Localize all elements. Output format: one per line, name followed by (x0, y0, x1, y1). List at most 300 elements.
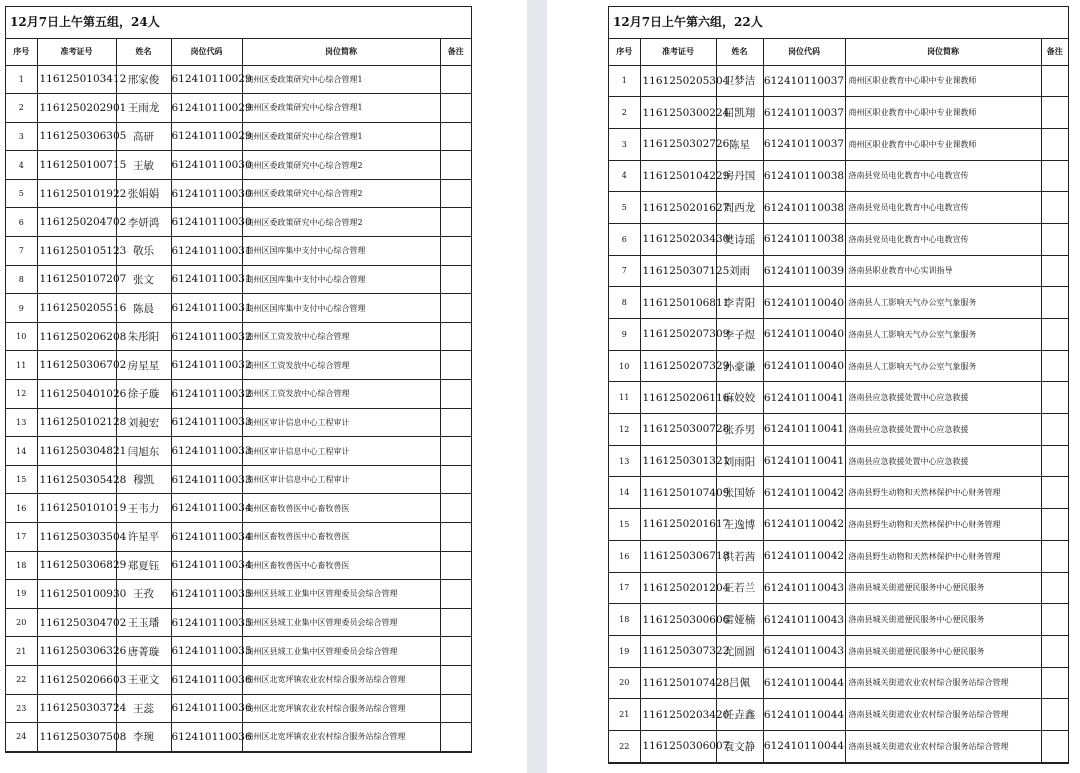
cell-position-code: 612410110043 (763, 604, 845, 636)
cell-exam-id: 1161250302726 (640, 128, 716, 160)
cell-exam-id: 1161250401026 (37, 380, 116, 409)
header-position-title: 岗位简称 (242, 39, 440, 65)
cell-seq: 14 (6, 437, 37, 466)
cell-remarks (440, 437, 471, 466)
cell-position-title: 商州区县域工业集中区管理委员会综合管理 (242, 608, 440, 637)
cell-seq: 21 (6, 637, 37, 666)
roster-table (609, 39, 1068, 763)
cell-remarks (1041, 65, 1068, 97)
cell-position-code: 612410110041 (763, 414, 845, 446)
cell-remarks (440, 723, 471, 752)
cell-exam-id: 1161250306305 (37, 122, 116, 151)
cell-name: 王孜 (116, 580, 171, 609)
table-row (609, 604, 1068, 636)
cell-position-title: 商州区委政策研究中心综合管理1 (242, 122, 440, 151)
cell-position-title: 商州区县域工业集中区管理委员会综合管理 (242, 580, 440, 609)
table-row (6, 265, 471, 294)
table-row (6, 294, 471, 323)
cell-name: 屈凯翔 (716, 97, 763, 129)
table-header-row (609, 39, 1068, 65)
cell-position-code: 612410110035 (171, 637, 242, 666)
cell-remarks (440, 208, 471, 237)
cell-seq: 18 (609, 604, 640, 636)
header-position-code: 岗位代码 (171, 39, 242, 65)
cell-remarks (1041, 730, 1068, 762)
cell-name: 王若兰 (716, 572, 763, 604)
cell-exam-id: 1161250206116 (640, 382, 716, 414)
cell-position-title: 商州区县域工业集中区管理委员会综合管理 (242, 637, 440, 666)
cell-exam-id: 1161250303724 (37, 694, 116, 723)
cell-exam-id: 1161250207329 (640, 350, 716, 382)
document-page-right (547, 0, 1080, 773)
cell-name: 闫旭东 (116, 437, 171, 466)
cell-exam-id: 1161250306007 (640, 730, 716, 762)
cell-remarks (1041, 255, 1068, 287)
cell-name: 王玉璠 (116, 608, 171, 637)
cell-position-code: 612410110036 (171, 694, 242, 723)
table-row (6, 637, 471, 666)
cell-seq: 13 (6, 408, 37, 437)
cell-name: 徐子璇 (116, 380, 171, 409)
cell-position-code: 612410110030 (171, 151, 242, 180)
table-row (6, 151, 471, 180)
cell-name: 孙豪谦 (716, 350, 763, 382)
cell-name: 房星星 (116, 351, 171, 380)
cell-exam-id: 1161250201627 (640, 192, 716, 224)
cell-exam-id: 1161250104229 (640, 160, 716, 192)
cell-seq: 19 (6, 580, 37, 609)
cell-remarks (440, 694, 471, 723)
cell-position-code: 612410110040 (763, 319, 845, 351)
cell-position-title: 洛南县城关街道农业农村综合服务站综合管理 (845, 730, 1041, 762)
cell-position-title: 洛南县野生动物和天然林保护中心财务管理 (845, 477, 1041, 509)
cell-position-title: 洛南县人工影响天气办公室气象服务 (845, 350, 1041, 382)
table-row (609, 540, 1068, 572)
table-row (6, 179, 471, 208)
cell-position-code: 612410110041 (763, 382, 845, 414)
table-row (609, 509, 1068, 541)
cell-name: 张文 (116, 265, 171, 294)
cell-position-title: 洛南县应急救援处置中心应急救援 (845, 414, 1041, 446)
cell-remarks (440, 122, 471, 151)
group-title: 12月7日上午第六组，22人 (609, 7, 1068, 39)
cell-position-code: 612410110031 (171, 265, 242, 294)
cell-exam-id: 1161250307322 (640, 635, 716, 667)
cell-exam-id: 1161250201617 (640, 509, 716, 541)
cell-position-title: 商州区国库集中支付中心综合管理 (242, 265, 440, 294)
cell-position-code: 612410110029 (171, 94, 242, 123)
cell-name: 雷娅楠 (716, 604, 763, 636)
cell-position-title: 商州区委政策研究中心综合管理1 (242, 65, 440, 94)
cell-remarks (1041, 287, 1068, 319)
cell-position-code: 612410110031 (171, 294, 242, 323)
cell-position-code: 612410110033 (171, 465, 242, 494)
cell-remarks (440, 322, 471, 351)
cell-exam-id: 1161250101922 (37, 179, 116, 208)
cell-seq: 6 (6, 208, 37, 237)
cell-seq: 12 (609, 414, 640, 446)
cell-seq: 7 (6, 237, 37, 266)
cell-exam-id: 1161250205516 (37, 294, 116, 323)
table-row (6, 580, 471, 609)
roster-table (6, 39, 471, 752)
cell-name: 张乔男 (716, 414, 763, 446)
cell-position-title: 商州区工资发放中心综合管理 (242, 351, 440, 380)
cell-position-code: 612410110037 (763, 97, 845, 129)
table-row (609, 97, 1068, 129)
cell-name: 王亚文 (116, 665, 171, 694)
cell-seq: 20 (6, 608, 37, 637)
cell-position-code: 612410110036 (171, 665, 242, 694)
cell-name: 吕佩 (716, 667, 763, 699)
cell-position-title: 商州区职业教育中心职中专业课教师 (845, 128, 1041, 160)
cell-remarks (1041, 223, 1068, 255)
page-gutter (527, 0, 547, 773)
cell-seq: 17 (609, 572, 640, 604)
table-row (609, 65, 1068, 97)
table-header-row (6, 39, 471, 65)
cell-exam-id: 1161250300606 (640, 604, 716, 636)
header-exam-id: 准考证号 (37, 39, 116, 65)
cell-remarks (440, 551, 471, 580)
table-row (6, 94, 471, 123)
cell-position-code: 612410110037 (763, 128, 845, 160)
cell-remarks (1041, 192, 1068, 224)
table-row (609, 445, 1068, 477)
table-row (609, 635, 1068, 667)
cell-position-title: 商州区北宽坪镇农业农村综合服务站综合管理 (242, 723, 440, 752)
cell-name: 李青阳 (716, 287, 763, 319)
table-row (609, 667, 1068, 699)
cell-remarks (1041, 128, 1068, 160)
cell-seq: 13 (609, 445, 640, 477)
cell-seq: 4 (609, 160, 640, 192)
cell-position-code: 612410110035 (171, 608, 242, 637)
cell-seq: 22 (609, 730, 640, 762)
cell-remarks (1041, 509, 1068, 541)
cell-position-title: 洛南县城关街道便民服务中心便民服务 (845, 604, 1041, 636)
table-row (6, 494, 471, 523)
cell-position-title: 商州区审计信息中心工程审计 (242, 408, 440, 437)
cell-seq: 23 (6, 694, 37, 723)
cell-name: 朱彤阳 (116, 322, 171, 351)
cell-name: 陈星 (716, 128, 763, 160)
cell-position-title: 商州区职业教育中心职中专业课教师 (845, 65, 1041, 97)
cell-position-code: 612410110040 (763, 350, 845, 382)
cell-position-title: 商州区委政策研究中心综合管理1 (242, 94, 440, 123)
cell-remarks (440, 294, 471, 323)
cell-position-code: 612410110042 (763, 509, 845, 541)
cell-remarks (440, 65, 471, 94)
cell-position-code: 612410110031 (171, 237, 242, 266)
cell-remarks (440, 580, 471, 609)
cell-position-code: 612410110044 (763, 699, 845, 731)
cell-name: 张国娇 (716, 477, 763, 509)
cell-position-title: 洛南县应急救援处置中心应急救援 (845, 382, 1041, 414)
cell-position-title: 商州区北宽坪镇农业农村综合服务站综合管理 (242, 694, 440, 723)
table-row (609, 128, 1068, 160)
cell-name: 唐菁璇 (116, 637, 171, 666)
table-row (609, 255, 1068, 287)
cell-position-title: 商州区委政策研究中心综合管理2 (242, 208, 440, 237)
cell-exam-id: 1161250105123 (37, 237, 116, 266)
cell-exam-id: 1161250306718 (640, 540, 716, 572)
cell-name: 王逸博 (716, 509, 763, 541)
cell-exam-id: 1161250103412 (37, 65, 116, 94)
cell-seq: 15 (609, 509, 640, 541)
cell-name: 袁文静 (716, 730, 763, 762)
cell-position-title: 洛南县城关街道便民服务中心便民服务 (845, 572, 1041, 604)
table-row (609, 223, 1068, 255)
cell-position-title: 洛南县党员电化教育中心电教宣传 (845, 192, 1041, 224)
cell-position-code: 612410110042 (763, 477, 845, 509)
cell-remarks (440, 408, 471, 437)
cell-position-title: 商州区审计信息中心工程审计 (242, 465, 440, 494)
cell-seq: 11 (609, 382, 640, 414)
table-row (609, 160, 1068, 192)
cell-remarks (440, 665, 471, 694)
cell-position-code: 612410110042 (763, 540, 845, 572)
cell-seq: 8 (609, 287, 640, 319)
cell-name: 王敏 (116, 151, 171, 180)
cell-remarks (440, 380, 471, 409)
table-row (609, 319, 1068, 351)
cell-exam-id: 1161250300728 (640, 414, 716, 446)
cell-seq: 2 (6, 94, 37, 123)
cell-remarks (1041, 699, 1068, 731)
table-row (609, 699, 1068, 731)
cell-remarks (1041, 414, 1068, 446)
cell-seq: 21 (609, 699, 640, 731)
cell-remarks (1041, 160, 1068, 192)
cell-exam-id: 1161250306326 (37, 637, 116, 666)
cell-name: 麻姣姣 (716, 382, 763, 414)
cell-seq: 11 (6, 351, 37, 380)
cell-remarks (1041, 97, 1068, 129)
cell-position-code: 612410110034 (171, 551, 242, 580)
cell-seq: 12 (6, 380, 37, 409)
cell-seq: 24 (6, 723, 37, 752)
cell-position-title: 洛南县野生动物和天然林保护中心财务管理 (845, 540, 1041, 572)
header-seq: 序号 (609, 39, 640, 65)
cell-exam-id: 1161250202901 (37, 94, 116, 123)
cell-exam-id: 1161250206603 (37, 665, 116, 694)
cell-position-code: 612410110033 (171, 408, 242, 437)
cell-position-title: 商州区委政策研究中心综合管理2 (242, 151, 440, 180)
cell-position-code: 612410110044 (763, 667, 845, 699)
cell-remarks (440, 265, 471, 294)
cell-position-title: 洛南县城关街道农业农村综合服务站综合管理 (845, 699, 1041, 731)
cell-seq: 22 (6, 665, 37, 694)
cell-seq: 14 (609, 477, 640, 509)
cell-exam-id: 1161250305428 (37, 465, 116, 494)
cell-name: 刘昶宏 (116, 408, 171, 437)
cell-seq: 9 (6, 294, 37, 323)
cell-position-code: 612410110030 (171, 179, 242, 208)
cell-exam-id: 1161250205304 (640, 65, 716, 97)
cell-remarks (1041, 382, 1068, 414)
cell-name: 许星平 (116, 523, 171, 552)
cell-position-code: 612410110038 (763, 192, 845, 224)
cell-seq: 10 (609, 350, 640, 382)
cell-exam-id: 1161250107428 (640, 667, 716, 699)
cell-remarks (440, 608, 471, 637)
cell-position-title: 商州区职业教育中心职中专业课教师 (845, 97, 1041, 129)
cell-remarks (440, 237, 471, 266)
table-row (6, 237, 471, 266)
document-page-left (0, 0, 527, 773)
cell-position-title: 洛南县党员电化教育中心电教宣传 (845, 223, 1041, 255)
table-row (609, 382, 1068, 414)
cell-remarks (440, 151, 471, 180)
cell-position-title: 商州区委政策研究中心综合管理2 (242, 179, 440, 208)
cell-name: 李子煜 (716, 319, 763, 351)
header-exam-id: 准考证号 (640, 39, 716, 65)
cell-exam-id: 1161250201204 (640, 572, 716, 604)
cell-exam-id: 1161250304821 (37, 437, 116, 466)
cell-name: 刘雨阳 (716, 445, 763, 477)
cell-position-title: 商州区畜牧兽医中心畜牧兽医 (242, 494, 440, 523)
cell-exam-id: 1161250100715 (37, 151, 116, 180)
cell-name: 王蕊 (116, 694, 171, 723)
cell-exam-id: 1161250301321 (640, 445, 716, 477)
table-row (609, 350, 1068, 382)
cell-name: 邢家俊 (116, 65, 171, 94)
cell-seq: 3 (609, 128, 640, 160)
header-name: 姓名 (716, 39, 763, 65)
cell-exam-id: 1161250203420 (640, 699, 716, 731)
cell-seq: 10 (6, 322, 37, 351)
cell-remarks (440, 94, 471, 123)
cell-remarks (1041, 667, 1068, 699)
cell-exam-id: 1161250203430 (640, 223, 716, 255)
cell-exam-id: 1161250306829 (37, 551, 116, 580)
header-name: 姓名 (116, 39, 171, 65)
cell-name: 郑夏钰 (116, 551, 171, 580)
cell-position-code: 612410110029 (171, 122, 242, 151)
cell-position-code: 612410110038 (763, 160, 845, 192)
table-row (6, 608, 471, 637)
cell-position-code: 612410110040 (763, 287, 845, 319)
cell-remarks (440, 351, 471, 380)
cell-seq: 20 (609, 667, 640, 699)
cell-position-title: 商州区工资发放中心综合管理 (242, 380, 440, 409)
exam-group-table-right (608, 6, 1069, 764)
cell-position-title: 洛南县党员电化教育中心电教宣传 (845, 160, 1041, 192)
cell-remarks (1041, 572, 1068, 604)
cell-seq: 3 (6, 122, 37, 151)
cell-remarks (1041, 319, 1068, 351)
cell-position-code: 612410110039 (763, 255, 845, 287)
cell-position-code: 612410110034 (171, 494, 242, 523)
table-row (6, 408, 471, 437)
table-row (6, 437, 471, 466)
cell-exam-id: 1161250204702 (37, 208, 116, 237)
cell-position-code: 612410110043 (763, 635, 845, 667)
cell-remarks (1041, 540, 1068, 572)
cell-seq: 5 (6, 179, 37, 208)
cell-seq: 19 (609, 635, 640, 667)
cell-position-title: 洛南县城关街道农业农村综合服务站综合管理 (845, 667, 1041, 699)
cell-position-code: 612410110034 (171, 523, 242, 552)
cell-name: 陈晨 (116, 294, 171, 323)
cell-name: 王韦力 (116, 494, 171, 523)
cell-position-code: 612410110041 (763, 445, 845, 477)
cell-position-title: 洛南县职业教育中心实训指导 (845, 255, 1041, 287)
cell-position-code: 612410110032 (171, 351, 242, 380)
cell-exam-id: 1161250107409 (640, 477, 716, 509)
header-seq: 序号 (6, 39, 37, 65)
cell-position-title: 商州区畜牧兽医中心畜牧兽医 (242, 551, 440, 580)
exam-group-table-left (5, 6, 472, 753)
cell-position-title: 洛南县人工影响天气办公室气象服务 (845, 287, 1041, 319)
cell-exam-id: 1161250101019 (37, 494, 116, 523)
cell-exam-id: 1161250300224 (640, 97, 716, 129)
table-row (609, 477, 1068, 509)
cell-remarks (440, 494, 471, 523)
cell-position-code: 612410110044 (763, 730, 845, 762)
cell-position-code: 612410110033 (171, 437, 242, 466)
cell-seq: 1 (609, 65, 640, 97)
header-position-code: 岗位代码 (763, 39, 845, 65)
cell-name: 穆凯 (116, 465, 171, 494)
cell-name: 任垚鑫 (716, 699, 763, 731)
cell-remarks (1041, 635, 1068, 667)
header-position-title: 岗位简称 (845, 39, 1041, 65)
cell-position-title: 商州区北宽坪镇农业农村综合服务站综合管理 (242, 665, 440, 694)
cell-position-code: 612410110032 (171, 380, 242, 409)
cell-exam-id: 1161250102128 (37, 408, 116, 437)
table-row (609, 730, 1068, 762)
table-row (6, 551, 471, 580)
cell-position-code: 612410110036 (171, 723, 242, 752)
cell-seq: 2 (609, 97, 640, 129)
cell-exam-id: 1161250307508 (37, 723, 116, 752)
cell-name: 卫梦洁 (716, 65, 763, 97)
cell-seq: 1 (6, 65, 37, 94)
group-title: 12月7日上午第五组，24人 (6, 7, 471, 39)
cell-remarks (1041, 604, 1068, 636)
cell-position-code: 612410110037 (763, 65, 845, 97)
cell-seq: 16 (609, 540, 640, 572)
cell-name: 尤圆圆 (716, 635, 763, 667)
table-row (6, 322, 471, 351)
cell-seq: 16 (6, 494, 37, 523)
cell-exam-id: 1161250303504 (37, 523, 116, 552)
cell-remarks (1041, 445, 1068, 477)
cell-name: 刘雨 (716, 255, 763, 287)
cell-name: 李妍鸿 (116, 208, 171, 237)
cell-seq: 4 (6, 151, 37, 180)
cell-position-code: 612410110038 (763, 223, 845, 255)
cell-position-title: 商州区审计信息中心工程审计 (242, 437, 440, 466)
cell-seq: 6 (609, 223, 640, 255)
cell-seq: 18 (6, 551, 37, 580)
header-remarks: 备注 (1041, 39, 1068, 65)
cell-exam-id: 1161250206208 (37, 322, 116, 351)
cell-position-title: 商州区国库集中支付中心综合管理 (242, 294, 440, 323)
table-row (609, 287, 1068, 319)
cell-position-code: 612410110029 (171, 65, 242, 94)
cell-position-title: 商州区国库集中支付中心综合管理 (242, 237, 440, 266)
table-row (6, 723, 471, 752)
cell-seq: 17 (6, 523, 37, 552)
cell-name: 张娟娟 (116, 179, 171, 208)
cell-exam-id: 1161250100930 (37, 580, 116, 609)
cell-name: 高研 (116, 122, 171, 151)
table-row (6, 380, 471, 409)
table-row (6, 523, 471, 552)
